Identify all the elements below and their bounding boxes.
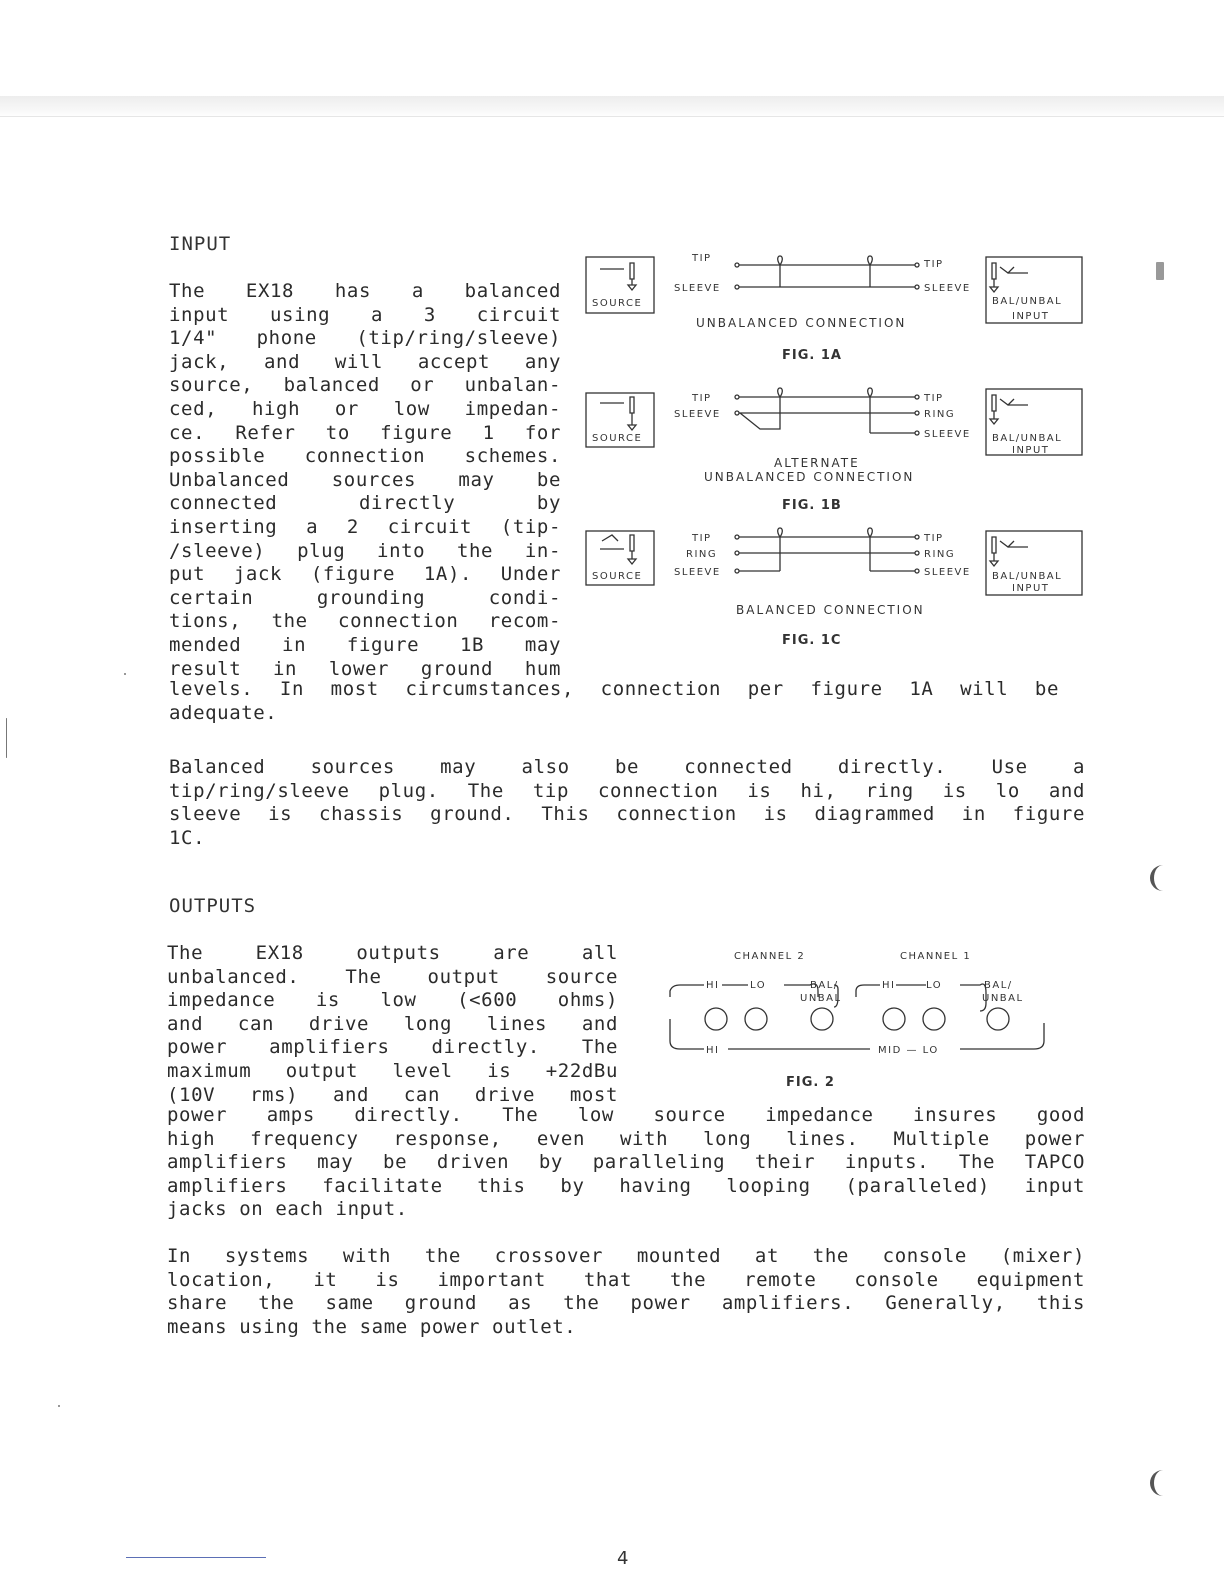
binder-hole-mark — [1150, 865, 1168, 891]
fig2-ch2-lo: LO — [750, 980, 767, 991]
fig1b-caption-1: ALTERNATE — [774, 456, 860, 470]
input-p1-cont-line: adequate. — [169, 701, 278, 724]
fig2-ch1-bal-1: BAL/ — [984, 980, 1013, 991]
input-p1-line: connected directly by — [169, 492, 561, 515]
fig2-bottom-hi: HI — [706, 1045, 720, 1056]
outputs-p1-line: and can drive long lines and — [167, 1012, 618, 1035]
outputs-p1-cont-line: jacks on each input. — [167, 1198, 408, 1221]
fig1c-right-ring: RING — [924, 549, 956, 560]
fig2-ch2-bal-1: BAL/ — [810, 980, 839, 991]
fig1b-right-ring: RING — [924, 409, 956, 420]
fig2-ch1-lo: LO — [926, 980, 943, 991]
fig1c-left-ring: RING — [686, 549, 718, 560]
input-p1-line: /sleeve) plug into the in- — [169, 539, 561, 562]
fig2-ch2-bracket — [670, 984, 818, 997]
figure-2-diagram — [660, 945, 1060, 1095]
outputs-p2-line: In systems with the crossover mounted at the console (mixer) — [167, 1245, 1085, 1267]
outputs-p1-cont-line: amplifiers may be driven by paralleling their inputs. The TAPCO — [167, 1151, 1085, 1174]
outputs-p1-cont-line: amplifiers facilitate this by having looping (paralleled) input — [167, 1174, 1085, 1197]
input-paragraph-continued — [169, 678, 1059, 725]
fig1a-right-sleeve: SLEEVE — [924, 283, 971, 294]
fig1b-left-sleeve: SLEEVE — [674, 409, 721, 420]
fig2-ch2-bal-2: UNBAL — [800, 993, 842, 1004]
input-p2-line: sleeve is chassis ground. This connection is diagrammed in figure — [169, 803, 1085, 826]
outputs-p1-line: The EX18 outputs are all — [167, 942, 618, 964]
fig1b-left-tip: TIP — [692, 393, 712, 404]
fig1b-right-tip: TIP — [924, 393, 944, 404]
page-edge — [0, 116, 1224, 117]
fig2-ch2-lo-jack — [745, 1008, 767, 1030]
fig1c-label: FIG. 1C — [782, 633, 842, 648]
fig1a-source-label: SOURCE — [592, 298, 643, 309]
fig1c-right-sleeve: SLEEVE — [924, 567, 971, 578]
scan-speck — [124, 673, 126, 675]
input-heading: INPUT — [169, 233, 232, 255]
scan-speck — [6, 718, 7, 758]
fig2-channel-1-label: CHANNEL 1 — [900, 951, 972, 962]
fig2-channel-2-label: CHANNEL 2 — [734, 951, 806, 962]
fig1b-right-sleeve: SLEEVE — [924, 429, 971, 440]
fig1b-source-label: SOURCE — [592, 433, 643, 444]
fig1c-source-label: SOURCE — [592, 571, 643, 582]
outputs-p1-line: maximum output level is +22dBu — [167, 1059, 618, 1082]
fig2-bottom-mid-lo: MID — LO — [878, 1045, 939, 1056]
fig1b-label: FIG. 1B — [782, 498, 842, 513]
outputs-p2-line: location, it is important that the remote console equipment — [167, 1268, 1085, 1291]
input-p1-line: 1/4" phone (tip/ring/sleeve) — [169, 327, 561, 350]
fig1a-input-label-1: BAL/UNBAL — [992, 296, 1063, 307]
fig1c-input-label-2: INPUT — [1012, 583, 1050, 594]
binder-hole-mark — [1150, 1470, 1168, 1496]
input-p1-line: ced, high or low impedan- — [169, 397, 561, 420]
figure-1-diagram — [580, 245, 1090, 655]
input-p2-line: Balanced sources may also be connected directly. Use a — [169, 756, 1085, 778]
fig2-ch2-hi: HI — [706, 980, 720, 991]
fig1b-caption-2: UNBALANCED CONNECTION — [704, 470, 915, 484]
fig2-ch1-bracket — [856, 984, 986, 1011]
fig1a-caption: UNBALANCED CONNECTION — [696, 316, 907, 330]
input-p1-line: ce. Refer to figure 1 for — [169, 421, 561, 444]
fig1c-left-tip: TIP — [692, 533, 712, 544]
fig1a-input-label-2: INPUT — [1012, 311, 1050, 322]
input-p1-line: The EX18 has a balanced — [169, 280, 561, 302]
scan-speck — [58, 1405, 60, 1407]
input-p1-line: result in lower ground hum — [169, 657, 561, 680]
fig1b-input-label-2: INPUT — [1012, 445, 1050, 456]
outputs-paragraph-continued — [167, 1104, 1085, 1222]
fig2-ch2-bal-jack — [811, 1008, 833, 1030]
input-p1-cont-line: levels. In most circumstances, connection per figure 1A will be — [169, 678, 1059, 700]
fig2-label: FIG. 2 — [786, 1075, 835, 1090]
input-p1-line: tions, the connection recom- — [169, 610, 561, 633]
input-p2-line: tip/ring/sleeve plug. The tip connection is hi, ring is lo and — [169, 779, 1085, 802]
outputs-p2-line: share the same ground as the power amplifiers. Generally, this — [167, 1292, 1085, 1315]
page-number: 4 — [617, 1548, 629, 1569]
input-p1-line: inserting a 2 circuit (tip- — [169, 515, 561, 538]
outputs-paragraph-ground — [167, 1245, 1085, 1339]
outputs-p2-line: means using the same power outlet. — [167, 1315, 577, 1338]
input-p1-line: jack, and will accept any — [169, 350, 561, 373]
fig2-ch1-lo-jack — [923, 1008, 945, 1030]
outputs-p1-cont-line: power amps directly. The low source impedance insures good — [167, 1104, 1085, 1126]
fig1c-caption: BALANCED CONNECTION — [736, 603, 925, 617]
fig1a-right-tip: TIP — [924, 259, 944, 270]
input-p1-line: possible connection schemes. — [169, 445, 561, 468]
fig2-ch1-hi-jack — [883, 1008, 905, 1030]
scan-speck — [1156, 262, 1164, 280]
fig1c-input-label-1: BAL/UNBAL — [992, 571, 1063, 582]
outputs-p1-line: unbalanced. The output source — [167, 965, 618, 988]
input-p1-line: mended in figure 1B may — [169, 633, 561, 656]
scan-shadow-band — [0, 96, 1224, 118]
input-p1-line: certain grounding condi- — [169, 586, 561, 609]
input-paragraph-balanced — [169, 756, 1085, 850]
input-p2-line: 1C. — [169, 826, 206, 849]
fig1a-left-tip: TIP — [692, 253, 712, 264]
fig1c-right-tip: TIP — [924, 533, 944, 544]
outputs-p1-line: power amplifiers directly. The — [167, 1036, 618, 1059]
input-paragraph-wrapped — [169, 280, 561, 681]
fig1c-left-sleeve: SLEEVE — [674, 567, 721, 578]
fig1a-label: FIG. 1A — [782, 348, 842, 363]
fig2-ch2-hi-jack — [705, 1008, 727, 1030]
outputs-p1-line: (10V rms) and can drive most — [167, 1083, 618, 1106]
input-p1-line: put jack (figure 1A). Under — [169, 563, 561, 586]
fig2-ch1-hi: HI — [882, 980, 896, 991]
input-p1-line: source, balanced or unbalan- — [169, 374, 561, 397]
fig2-ch1-bal-jack — [987, 1008, 1009, 1030]
outputs-paragraph-wrapped — [167, 942, 618, 1107]
outputs-p1-cont-line: high frequency response, even with long lines. Multiple power — [167, 1127, 1085, 1150]
outputs-heading: OUTPUTS — [169, 895, 257, 917]
input-p1-line: input using a 3 circuit — [169, 303, 561, 326]
footer-rule — [126, 1557, 266, 1558]
input-p1-line: Unbalanced sources may be — [169, 468, 561, 491]
fig1a-left-sleeve: SLEEVE — [674, 283, 721, 294]
outputs-p1-line: impedance is low (<600 ohms) — [167, 989, 618, 1012]
fig1b-input-label-1: BAL/UNBAL — [992, 433, 1063, 444]
fig2-ch1-bal-2: UNBAL — [982, 993, 1024, 1004]
